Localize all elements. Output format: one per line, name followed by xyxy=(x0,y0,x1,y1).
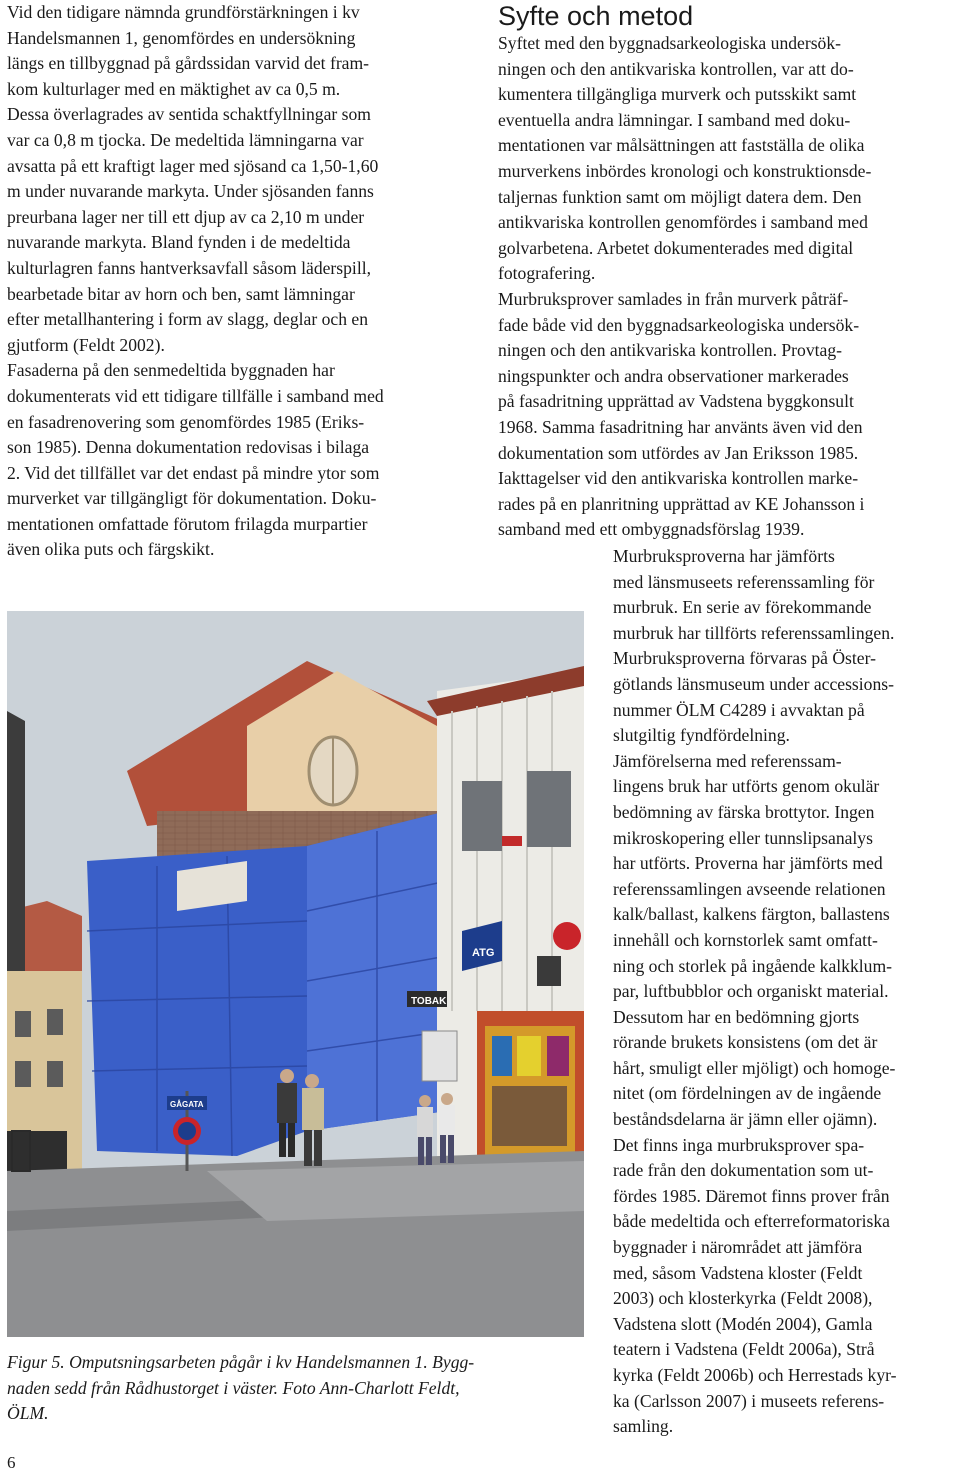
right-paragraph-2: Murbruksprover samlades in från murverk påträf- fade både vid den byggnadsarkeologiska undersök- ningen och den antikvariska kontrollen. Provtag- ningspunkter och andra observationer markerades på fasadritning upprättad av Vadstena byggkonsult 1968. Samma fasadritning har använts även vid den dokumentation som utfördes av Jan Eriksson 1985. Iakttagelser vid den antikvariska kontrollen marke- rades på en planritning upprättad av KE Johansson i samband med ett ombyggnadsförslag 1939. xyxy=(498,288,865,540)
left-paragraph-2: Fasaderna på den senmedeltida byggnaden har dokumenterats vid ett tidigare tillfälle i samband med en fasadrenovering som genomfördes 1985 (Eriks- son 1985). Denna dokumentation redovisas i bilaga 2. Vid det tillfället var det endast på mindre ytor som murverket var tillgängligt för dokumentation. Doku- mentationen omfattade förutom frilagda murpartier även olika puts och färgskikt. xyxy=(7,360,384,560)
svenska-spel-sign xyxy=(553,922,581,950)
figure-caption: Figur 5. Omputsningsarbeten pågår i kv Handelsmannen 1. Bygg- naden sedd från Rådhustorget i väster. Foto Ann-Charlott Feldt, ÖLM. xyxy=(7,1352,475,1424)
tobak-sign-text: TOBAK xyxy=(411,996,447,1007)
street-photo xyxy=(7,611,584,1337)
narrow-paragraph-3: Det finns inga murbruksprover spa- rade från den dokumentation som ut- fördes 1985. Däremot finns prover från både medeltida och efterreformatoriska byggnader i närområdet att jämföra med, såsom Vadstena kloster (Feldt 2003) och klosterkyrka (Feldt 2008), Vadstena slott (Modén 2004), Gamla teatern i Vadstena (Feldt 2006a), Strå kyrka (Feldt 2006b) och Herrestads kyr- ka (Carlsson 2007) i museets referens- samling. xyxy=(613,1134,897,1437)
photo-illustration xyxy=(7,611,584,1337)
right-column xyxy=(498,0,954,543)
left-paragraph-1: Vid den tidigare nämnda grundförstärkningen i kv Handelsmannen 1, genomfördes en undersökning längs en tillbyggnad på gårdssidan varvid det fram- kom kulturlager med en mäktighet av ca 0,5 m. Dessa överlagrades av sentida schaktfyllningar som var ca 0,8 m tjocka. De medeltida lämningarna var avsatta på ett kraftigt lager med sjösand ca 1,50-1,60 m under nuvarande markyta. Under sjösanden fanns preurbana lager ner till ett djup av ca 2,10 m under nuvarande markyta. Bland fynden i de medeltida kulturlagren fanns hantverksavfall såsom läderspill, bearbetade bitar av horn och ben, samt lämningar efter metallhantering i form av slagg, deglar och en gjutform (Feldt 2002). xyxy=(7,2,379,355)
left-column xyxy=(7,0,477,563)
atg-sign-text: ATG xyxy=(472,947,495,959)
section-heading: Syfte och metod xyxy=(498,1,694,31)
page-number: 6 xyxy=(7,1453,16,1472)
narrow-paragraph-2: Jämförelserna med referenssam- lingens bruk har utförts genom okulär bedömning av färska brottytor. Ingen mikroskopering eller tunnslipsanalys har utförts. Proverna har jämförts med referenssamlingen avseende relationen kalk/ballast, kalkens färgton, ballastens innehåll och kornstorlek samt omfatt- ning och storlek på ingående kalkklum- par, luftbubblor och organiskt material. Dessutom har en bedömning gjorts rörande brukets konsistens (om det är hårt, smuligt eller mjöligt) och homoge- nitet (om fördelningen av de ingående beståndsdelarna är jämn eller ojämn). xyxy=(613,750,896,1130)
narrow-column xyxy=(613,544,956,1440)
right-paragraph-1: Syftet med den byggnadsarkeologiska undersök- ningen och den antikvariska kontrollen, var att do- kumentera tillgängliga murverk och putsskikt samt eventuella andra lämningar. I samband med doku- mentationen var målsättningen att fastställa de olika murverkens inbördes kronologi och konstruktionsde- taljernas funktion samt om möjligt datera dem. Den antikvariska kontrollen genomfördes i samband med golvarbetena. Arbetet dokumenterades med digital fotografering. xyxy=(498,33,872,284)
gagata-sign-text: GÅGATA xyxy=(170,1100,204,1109)
narrow-paragraph-1: Murbruksproverna har jämförts med länsmuseets referenssamling för murbruk. En serie av förekommande murbruk har tillförts referenssamlingen. Murbruksproverna förvaras på Öster- götlands länsmuseum under accessions- nummer ÖLM C4289 i avvaktan på slutgiltig fyndfördelning. xyxy=(613,546,895,746)
